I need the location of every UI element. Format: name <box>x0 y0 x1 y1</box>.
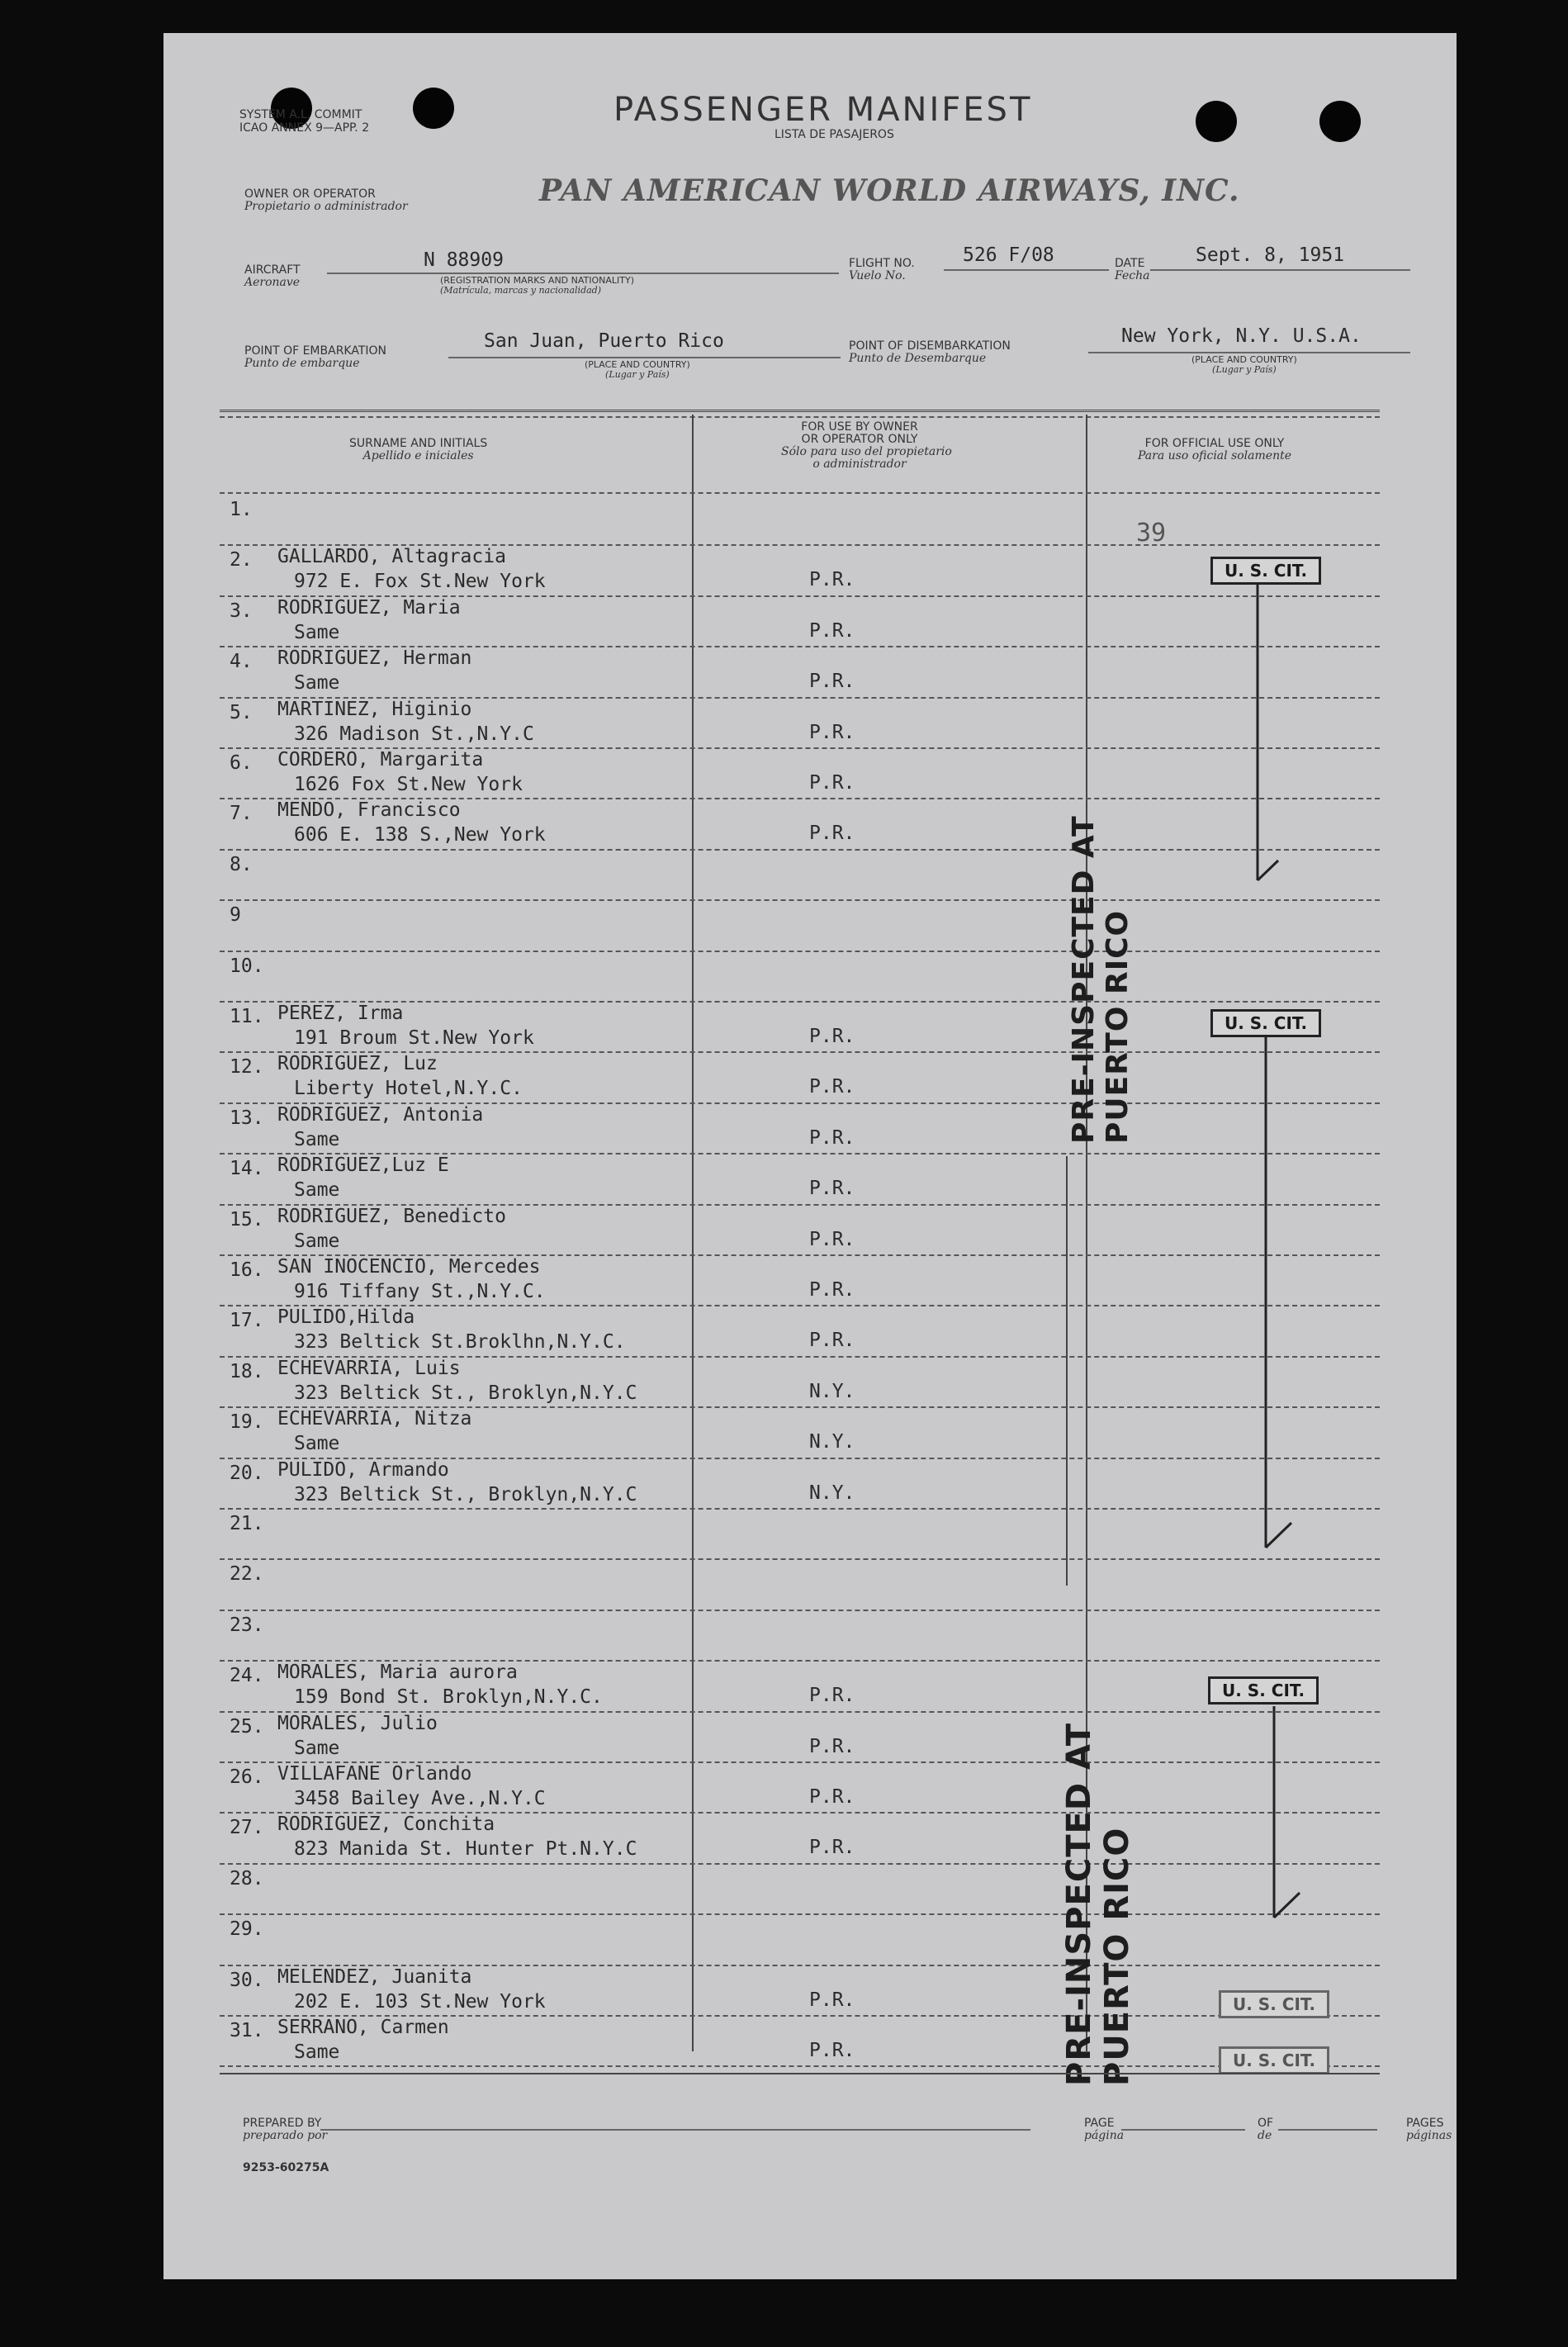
passenger-name: PEREZ, Irma <box>277 1003 404 1024</box>
punch-hole <box>1319 101 1361 142</box>
aircraft-label: AIRCRAFT Aeronave <box>244 263 301 289</box>
passenger-name: RODRIGUEZ, Maria <box>277 596 461 619</box>
date-label: DATE Fecha <box>1115 257 1150 282</box>
passenger-name: MENDO, Francisco <box>277 799 461 822</box>
passenger-name: SAN INOCENCIO, Mercedes <box>277 1256 541 1278</box>
passenger-address: 606 E. 138 S.,New York <box>294 824 546 846</box>
owner-column-header: FOR USE BY OWNER OR OPERATOR ONLY Sólo para uso del propietario o administrador <box>781 420 952 471</box>
row-number: 14. <box>230 1158 264 1180</box>
row-number: 11. <box>230 1006 264 1027</box>
row-number: 13. <box>230 1107 264 1129</box>
table-row <box>163 952 1457 1003</box>
row-number: 26. <box>230 1766 264 1788</box>
table-row <box>163 1763 1457 1814</box>
punch-hole <box>413 88 454 129</box>
origin-code: P.R. <box>809 619 855 642</box>
prepared-by-label: PREPARED BY preparado por <box>243 2117 328 2142</box>
row-number: 21. <box>230 1513 264 1534</box>
passenger-address: Same <box>294 672 340 695</box>
us-citizen-stamp: U. S. CIT. <box>1219 2046 1329 2074</box>
row-number: 16. <box>230 1259 264 1281</box>
flight-number: 526 F/08 <box>963 244 1054 266</box>
aircraft-registration: N 88909 <box>424 249 504 271</box>
check-bracket-icon <box>1253 583 1303 890</box>
origin-code: P.R. <box>809 1228 855 1250</box>
name-column-header: SURNAME AND INITIALS Apellido e iniciales <box>349 437 488 462</box>
passenger-address: Same <box>294 2041 340 2063</box>
passenger-name: ECHEVARRIA, Nitza <box>277 1408 472 1430</box>
passenger-address: Same <box>294 1737 340 1759</box>
origin-code: P.R. <box>809 1786 855 1808</box>
table-row <box>163 495 1457 546</box>
us-citizen-stamp: U. S. CIT. <box>1208 1676 1319 1705</box>
row-number: 7. <box>230 803 253 825</box>
check-bracket-icon <box>1270 1705 1319 1927</box>
passenger-name: RODRIGUEZ, Antonia <box>277 1103 484 1126</box>
operator-name: PAN AMERICAN WORLD AIRWAYS, INC. <box>539 173 1240 208</box>
check-bracket-icon <box>1262 1036 1311 1556</box>
passenger-address: 3458 Bailey Ave.,N.Y.C <box>294 1788 546 1809</box>
origin-code: P.R. <box>809 1279 855 1301</box>
passenger-address: 823 Manida St. Hunter Pt.N.Y.C <box>294 1838 637 1861</box>
origin-code: P.R. <box>809 569 855 591</box>
origin-code: P.R. <box>809 772 855 794</box>
passenger-name: RODRIGUEZ, Herman <box>277 647 472 670</box>
passenger-name: VILLAFANE Orlando <box>277 1763 472 1785</box>
disembarkation-label: POINT OF DISEMBARKATION Punto de Desembarque <box>849 339 1011 365</box>
preinspected-stamp: PRE-INSPECTED AT PUERTO RICO <box>1067 815 1135 1144</box>
row-number: 6. <box>230 752 253 774</box>
origin-code: N.Y. <box>809 1431 855 1453</box>
page-label: PAGE página <box>1084 2117 1125 2142</box>
origin-code: N.Y. <box>809 1380 855 1402</box>
passenger-name: MORALES, Maria aurora <box>277 1662 518 1684</box>
table-row <box>163 1560 1457 1610</box>
embarkation-label: POINT OF EMBARKATION Punto de embarque <box>244 344 387 370</box>
passenger-address: 202 E. 103 St.New York <box>294 1990 546 2013</box>
row-number: 23. <box>230 1614 264 1636</box>
official-column-header: FOR OFFICIAL USE ONLY Para uso oficial solamente <box>1138 437 1291 462</box>
of-label: OF de <box>1258 2117 1274 2142</box>
embarkation-point: San Juan, Puerto Rico <box>484 330 724 352</box>
row-number: 25. <box>230 1715 264 1738</box>
passenger-address: 323 Beltick St.Broklhn,N.Y.C. <box>294 1331 626 1354</box>
pages-label: PAGES páginas <box>1406 2117 1452 2142</box>
form-reference-line2: ICAO ANNEX 9—APP. 2 <box>239 121 370 135</box>
passenger-address: 323 Beltick St., Broklyn,N.Y.C <box>294 1483 637 1505</box>
passenger-name: CORDERO, Margarita <box>277 749 484 770</box>
passenger-address: Same <box>294 621 340 643</box>
table-row <box>163 1865 1457 1915</box>
origin-code: P.R. <box>809 823 855 845</box>
owner-label: OWNER OR OPERATOR Propietario o administrador <box>244 187 408 213</box>
row-number: 30. <box>230 1969 264 1991</box>
row-number: 17. <box>230 1310 264 1332</box>
origin-code: P.R. <box>809 1076 855 1098</box>
origin-code: P.R. <box>809 1330 855 1352</box>
origin-code: P.R. <box>809 1989 855 2011</box>
passenger-name: MORALES, Julio <box>277 1712 438 1734</box>
passenger-address: 323 Beltick St., Broklyn,N.Y.C <box>294 1382 637 1404</box>
row-number: 1. <box>230 499 253 520</box>
origin-code: P.R. <box>809 1837 855 1859</box>
passenger-name: RODRIGUEZ,Luz E <box>277 1155 449 1177</box>
passenger-address: Same <box>294 1433 340 1455</box>
passenger-address: 972 E. Fox St.New York <box>294 571 546 593</box>
passenger-name: SERRANO, Carmen <box>277 2017 449 2038</box>
table-row <box>163 1915 1457 1965</box>
passenger-address: 191 Broum St.New York <box>294 1027 534 1049</box>
aircraft-sublabel: (REGISTRATION MARKS AND NATIONALITY) (Matrícula, marcas y nacionalidad) <box>440 275 635 296</box>
us-citizen-stamp: U. S. CIT. <box>1210 1009 1321 1037</box>
table-row <box>163 1611 1457 1662</box>
origin-code: P.R. <box>809 1126 855 1149</box>
flight-date: Sept. 8, 1951 <box>1196 244 1345 266</box>
passenger-name: RODRIGUEZ, Benedicto <box>277 1205 506 1227</box>
origin-code: P.R. <box>809 1026 855 1047</box>
passenger-name: PULIDO, Armando <box>277 1458 449 1481</box>
row-number: 10. <box>230 955 264 977</box>
document-title: PASSENGER MANIFEST <box>613 91 1033 129</box>
origin-code: P.R. <box>809 2040 855 2061</box>
flight-label: FLIGHT NO. Vuelo No. <box>849 257 915 282</box>
passenger-address: 916 Tiffany St.,N.Y.C. <box>294 1281 546 1302</box>
row-number: 29. <box>230 1918 264 1941</box>
passenger-address: Liberty Hotel,N.Y.C. <box>294 1078 523 1100</box>
passenger-address: 1626 Fox St.New York <box>294 774 523 795</box>
origin-code: P.R. <box>809 1178 855 1200</box>
row-number: 3. <box>230 600 253 622</box>
passenger-name: RODRIGUEZ, Luz <box>277 1053 438 1075</box>
row-number: 27. <box>230 1817 264 1839</box>
row-number: 9 <box>230 904 241 927</box>
table-row <box>163 1713 1457 1763</box>
passenger-name: PULIDO,Hilda <box>277 1306 415 1329</box>
row-number: 2. <box>230 549 253 571</box>
disembarkation-point: New York, N.Y. U.S.A. <box>1121 325 1362 347</box>
passenger-address: 326 Madison St.,N.Y.C <box>294 723 534 745</box>
official-passenger-count: 39 <box>1136 519 1167 548</box>
table-row <box>163 901 1457 951</box>
origin-code: P.R. <box>809 671 855 693</box>
us-citizen-stamp: U. S. CIT. <box>1219 1990 1329 2018</box>
table-row <box>163 1814 1457 1864</box>
passenger-name: ECHEVARRIA, Luis <box>277 1357 461 1379</box>
row-number: 4. <box>230 651 253 673</box>
row-number: 24. <box>230 1665 264 1687</box>
punch-hole <box>1196 101 1237 142</box>
row-number: 31. <box>230 2020 264 2041</box>
row-number: 22. <box>230 1563 264 1586</box>
row-number: 15. <box>230 1208 264 1230</box>
disembarkation-sublabel: (PLACE AND COUNTRY) (Lugar y País) <box>1191 354 1297 375</box>
row-number: 19. <box>230 1411 264 1434</box>
embarkation-sublabel: (PLACE AND COUNTRY) (Lugar y País) <box>585 359 690 380</box>
origin-code: P.R. <box>809 1685 855 1707</box>
row-number: 28. <box>230 1867 264 1889</box>
origin-code: P.R. <box>809 721 855 743</box>
passenger-name: GALLARDO, Altagracia <box>277 546 506 568</box>
passenger-name: RODRIGUEZ, Conchita <box>277 1814 495 1836</box>
row-number: 18. <box>230 1360 264 1382</box>
row-number: 20. <box>230 1462 264 1484</box>
passenger-address: Same <box>294 1128 340 1150</box>
form-number: 9253-60275A <box>243 2161 329 2174</box>
passenger-address: Same <box>294 1230 340 1252</box>
manifest-page <box>163 33 1457 2279</box>
row-number: 8. <box>230 853 253 875</box>
us-citizen-stamp: U. S. CIT. <box>1210 557 1321 585</box>
origin-code: P.R. <box>809 1735 855 1757</box>
form-reference-line1: SYSTEM A.L. COMMIT <box>239 108 362 121</box>
passenger-address: Same <box>294 1179 340 1202</box>
row-number: 5. <box>230 701 253 723</box>
row-number: 12. <box>230 1056 264 1079</box>
document-title-es: LISTA DE PASAJEROS <box>775 128 894 141</box>
passenger-address: 159 Bond St. Broklyn,N.Y.C. <box>294 1686 603 1709</box>
passenger-name: MARTINEZ, Higinio <box>277 698 472 720</box>
origin-code: N.Y. <box>809 1482 855 1504</box>
passenger-name: MELENDEZ, Juanita <box>277 1965 472 1988</box>
preinspected-stamp: PRE-INSPECTED AT PUERTO RICO <box>1060 1722 1136 2086</box>
